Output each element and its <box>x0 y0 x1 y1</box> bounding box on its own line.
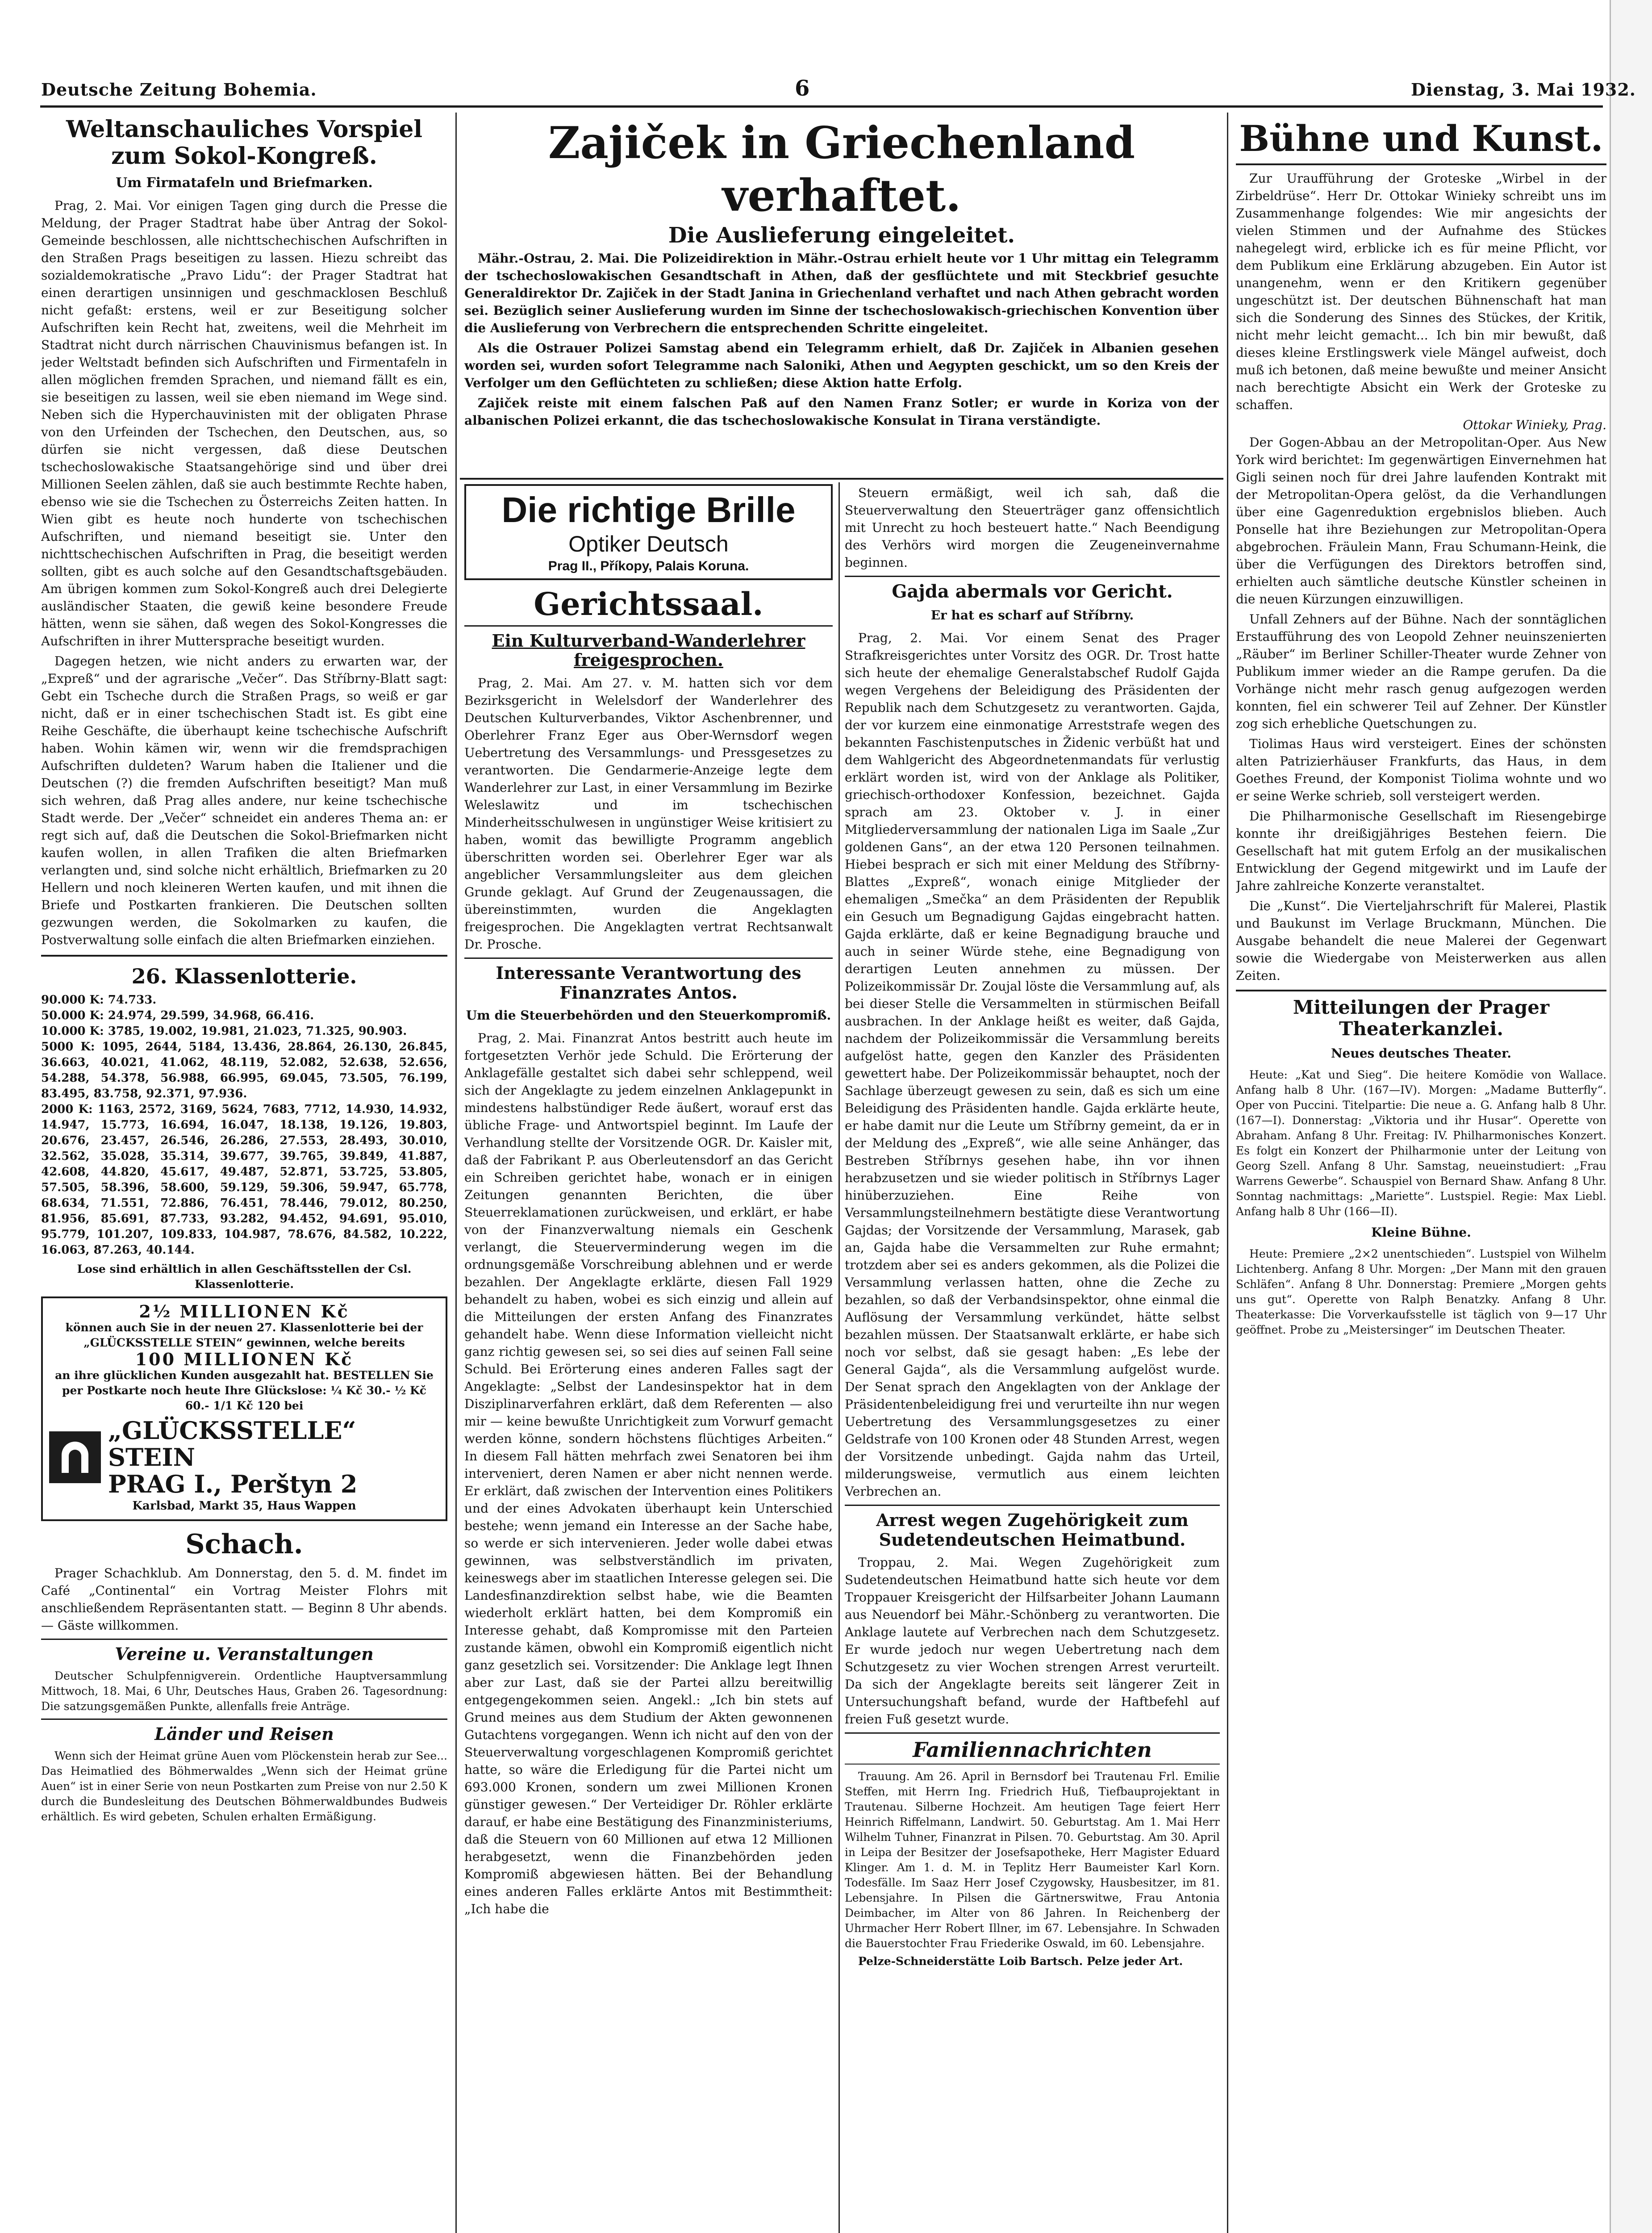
ad-optiker-address: Prag II., Příkopy, Palais Koruna. <box>548 559 749 573</box>
article-gajda: Prag, 2. Mai. Vor einem Senat des Prager Strafkreisgerichtes unter Vorsitz des OGR. Dr. Trost hatte sich heute der ehemalige Generalstabschef Rudolf Gajda wegen Vergehens der Beleidigung des Präsidenten der Republik nach dem Schutzgesetz zu verantworten. Gajda, der vor kurzem eine einmonatige Arreststrafe wegen des bekannten Faschistenputsches in Židenic verbüßt hat und dem Wahlgericht des Abgeordnetenmandats für verlustig erklärt worden ist, wird von der Anklage als Politiker, griechisch-orthodoxer Konfession, bezeichnet. Gajda sprach am 23. Oktober v. J. in einer Mitgliederversammlung der nationalen Liga im Saale „Zur goldenen Gans“, an der etwa 120 Personen teilnahmen. Hiebei besprach er sich mit einer Meldung des Stříbrny-Blattes „Expreß“, wonach einige Mitglieder der ehemaligen „Smečka“ an dem Präsidenten der Republik ein Gesuch um Begnadigung Gajdas eingebracht hatten. Gajda erklärte, daß er keine Begnadigung brauche und auch in seiner Würde stehe, eine Begnadigung von derartigen Leuten annehmen zu müssen. Der Polizeikommissär Dr. Zoujal löste die Versammlung auf, als bei dieser Stelle die Versammelten in stürmischen Beifall ausbrachen. In der Anklage heißt es weiter, daß Gajda, nachdem der Polizeikommissär die Versammlung bereits aufgelöst hatte, gegen den Kanzler des Präsidenten gewettert habe. Der Polizeikommissär behauptet, noch der Sachlage überzeugt gewesen zu sein, daß es sich um eine Beleidigung des Präsidenten handle. Gajda erklärte heute, er habe damit nur die Leute um Stříbrny gemeint, da er in der Meldung des „Expreß“, wie alle seine Anhänger, das Bestreben Stříbrnys gesehen habe, ihn vor ihnen herabzusetzen und sie wieder politisch in Stříbrnys Lager hinüberzuziehen. Eine Reihe von Versammlungsteilnehmern bestätigte diese Verantwortung Gajdas; der Vorsitzende der Versammlung, Marasek, gab an, Gajda habe die Versammelten zur Ruhe ermahnt; trotzdem aber sei es anders gekommen, als die Polizei die Versammlung verlassen hatten, ohne die Zeche zu bezahlen, so daß der Verbandsinspektor, ohne einmal die Auflösung der Versammlung verkündet, hätte selbst bezahlen müssen. Der Staatsanwalt erklärte, er habe sich noch vor selbst, daß sie gesagt haben: „Es lebe der General Gajda“, als die Versammlung aufgelöst wurde. Der Senat sprach den Angeklagten von der Anklage der Präsidentenbeleidigung frei und verurteilte ihn nur wegen Uebertretung des Versammlungsgesetzes zu einer Geldstrafe von 100 Kronen oder 48 Stunden Arrest, wegen der Vorsitzende unbedingt. Gajda nahm das Urteil, milderungsweise, vermutlich aus einem leichten Verbrechen an. <box>845 631 1220 1499</box>
ad-millions-2: 100 MILLIONEN Kč <box>135 1349 354 1370</box>
divider <box>845 1732 1220 1734</box>
center-left-column <box>464 484 833 2233</box>
headline-arrest: Arrest wegen Zugehörigkeit zum Sudetendeutschen Heimatbund. <box>876 1510 1189 1550</box>
headline-vereine: Vereine u. Veranstaltungen <box>115 1644 374 1664</box>
article-philharmonie: Die Philharmonische Gesellschaft im Riesengebirge konnte ihr dreißigjähriges Bestehen feiern. Die Gesellschaft hat mit gutem Erfolg an der musikalischen Entwicklung der Gegend mitgewirkt und im Laufe der Jahre zahlreiche Konzerte veranstaltet. <box>1236 809 1606 893</box>
horseshoe-logo-icon <box>48 1430 102 1484</box>
article-sokol-p1: Prag, 2. Mai. Vor einigen Tagen ging durch die Presse die Meldung, der Prager Stadtrat habe über Antrag der Sokol-Gemeinde beschlossen, alle nichttschechischen Aufschriften in den Straßen Prags beseitigen zu lassen. Hiezu schreibt das sozialdemokratische „Pravo Lidu“: der Prager Stadtrat hat einen derartigen unsinnigen und geschmacklosen Beschluß nicht gefaßt: erstens, weil er zur Beseitigung solcher Aufschriften kein Recht hat, zweitens, weil die Mehrheit im Stadtrat nicht durch närrischen Chauvinismus befangen ist. In jeder Weltstadt befinden sich Aufschriften und Firmentafeln in allen möglichen fremden Sprachen, und niemand fällt es ein, sie beseitigen zu lassen, weil sie eben niemand im Wege sind. Neben sich die Hyperchauvinisten mit der obligaten Phrase von den Urfeinden der Tschechen, den Deutschen, aus, so dürfen sie nicht vergessen, daß diese Deutschen tschechoslowakische Staatsangehörige sind und über drei Millionen Seelen zählen, daß sie auch bestimmte Rechte haben, ebenso wie sie die Tschechen zu Österreichs Zeiten hatten. In Wien gibt es heute noch hunderte von tschechischen Aufschriften, und niemand beseitigt sie. Unter den nichttschechischen Aufschriften in Prag, die beseitigt werden sollten, gibt es auch solche auf den Gesandtschaftsgebäuden. Am übrigen kommen zum Sokol-Kongreß auch drei Delegierte ausländischer Staaten, die gewiß keine besondere Freude hätten, wenn sie sähen, daß wegen des Sokol-Kongresses die Aufschriften in ihrer Muttersprache beseitigt wurden. <box>41 198 447 648</box>
headline-lottery: 26. Klassenlotterie. <box>131 964 357 988</box>
headline-gerichtssaal: Gerichtssaal. <box>464 586 833 627</box>
article-kunst: Die „Kunst“. Die Vierteljahrschrift für Malerei, Plastik und Baukunst im Verlage Bruckmann, München. Die Ausgabe behandelt die neue Malerei der Gegenwart sowie die Wiedergabe von Meisterwerken aus allen Zeiten. <box>1236 899 1606 983</box>
article-kleine-buehne: Heute: Premiere „2×2 unentschieden“. Lustspiel von Wilhelm Lichtenberg. Anfang 8 Uhr. Morgen: „Der Mann mit den grauen Schläfen“. Anfang 8 Uhr. Donnerstag: Premiere „Morgen gehts uns gut“. Operette von Ralph Benatzky. Anfang 8 Uhr. Theaterkasse: Die Vorverkaufsstelle ist täglich von 9—17 Uhr geöffnet. Probe zu „Meistersinger“ im Deutschen Theater. <box>1236 1247 1606 1336</box>
lottery-line: 2000 K: 1163, 2572, 3169, 5624, 7683, 7712, 14.930, 14.932, 14.947, 15.773, 16.694, 16.047, 18.138, 19.126, 19.803, 20.676, 23.457, 26.546, 26.286, 27.553, 28.493, 30.010, 32.562, 35.028, 35.314, 39.677, 39.765, 39.849, 41.887, 42.608, 44.820, 45.617, 49.487, 52.871, 53.725, 53.805, 57.505, 58.396, 58.600, 59.129, 59.306, 59.947, 65.778, 68.634, 71.551, 72.886, 76.451, 78.446, 79.012, 80.250, 81.956, 85.691, 87.733, 93.282, 94.452, 94.691, 95.010, 95.779, 101.207, 109.833, 104.987, 78.676, 84.582, 10.222, 16.063, 87.263, 40.144. <box>41 1103 447 1257</box>
divider <box>845 576 1220 577</box>
headline-laender: Länder und Reisen <box>154 1724 334 1744</box>
ad-optiker <box>464 484 833 580</box>
headline-finanzrat: Interessante Verantwortung des Finanzrates Antos. <box>496 962 801 1003</box>
article-zajicek-p1: Mähr.-Ostrau, 2. Mai. Die Polizeidirektion in Mähr.-Ostrau erhielt heute vor 1 Uhr mittag ein Telegramm der tschechoslowakischen Gesandtschaft in Athen, daß der gesflüchtete und mit Steckbrief gesuchte Generaldirektor Dr. Zajiček in der Stadt Janina in Griechenland verhaftet und nach Athen gebracht worden sei. Bezüglich seiner Auslieferung wurden im Sinne der tschechoslowakisch-griechischen Konvention über die Auslieferung von Verbrechern die entsprechenden Schritte eingeleitet. <box>464 251 1219 335</box>
headline-chess: Schach. <box>185 1529 303 1560</box>
headline-gajda: Gajda abermals vor Gericht. <box>892 581 1173 602</box>
headline-zajicek: Zajiček in Griechenland verhaftet. <box>548 117 1135 222</box>
scan-edge <box>1610 0 1652 2233</box>
column-rule-2 <box>1227 113 1228 2233</box>
lottery-note: Lose sind erhältlich in allen Geschäftsstellen der Csl. Klassenlotterie. <box>77 1263 412 1291</box>
article-vereine: Deutscher Schulpfennigverein. Ordentliche Hauptversammlung Mittwoch, 18. Mai, 6 Uhr, Deutsches Haus, Graben 26. Tagesordnung: Die satzungsgemäßen Punkte, allenfalls freie Anträge. <box>41 1669 447 1713</box>
ad-text-2: an ihre glücklichen Kunden ausgezahlt hat. BESTELLEN Sie per Postkarte noch heute Ihre Glückslose: ¼ Kč 30.- ½ Kč 60.- 1/1 Kč 120 bei <box>55 1369 434 1413</box>
right-column <box>1236 117 1606 2233</box>
headline-theaterkanzlei: Mitteilungen der Prager Theaterkanzlei. <box>1293 996 1550 1040</box>
article-signature: Ottokar Winieky, Prag. <box>1463 418 1606 432</box>
page-number: 6 <box>795 76 810 101</box>
article-sokol-p2: Dagegen hetzen, wie nicht anders zu erwarten war, der „Expreß“ und der agrarische „Večer“. Das Stříbrny-Blatt sagt: Gebt ein Tscheche durch die Straßen Prags, so weiß er gar nicht, daß er in einer tschechischen Stadt ist. Es gibt eine Reihe Geschäfte, die überhaupt keine tschechische Aufschrift haben. Wohin kämen wir, wenn wir die fremdsprachigen Aufschriften duldeten? Warum haben die Italiener und die Deutschen (?) die fremden Aufschriften beseitigt? Man muß sich wehren, daß Prag alles andere, nur keine tschechische Stadt werde. Der „Večer“ schneidet ein anderes Thema an: er regt sich auf, daß die Deutschen die Sokol-Briefmarken nicht kaufen wollen, in allen Trafiken die alten Briefmarken verlangten und, sind solche nicht erhältlich, Briefmarken zu 20 Hellern und noch kleineren Werten kaufen, und mit ihnen die Briefe und Postkarten frankieren. Die Deutschen sollten gezwungen werden, die Sokolmarken zu kaufen, die Postverwaltung solle einfach die alten Briefmarken einziehen. <box>41 653 447 947</box>
divider <box>464 958 833 959</box>
article-familien: Trauung. Am 26. April in Bernsdorf bei Trautenau Frl. Emilie Steffen, mit Herrn Ing. Friedrich Huß, Tiefbauprojektant in Trautenau. Silberne Hochzeit. Am heutigen Tage feiert Herr Heinrich Riffelmann, Landwirt. 50. Geburtstag. Am 1. Mai Herr Wilhelm Tuhner, Finanzrat in Pilsen. 70. Geburtstag. Am 30. April in Leipa der Besitzer der Josefsapotheke, Herr Magister Eduard Klinger. Am 1. d. M. in Teplitz Herr Baumeister Karl Korn. Todesfälle. Im Saaz Herr Josef Czygowsky, Hausbesitzer, im 81. Lebensjahre. In Pilsen die Gärtnerswitwe, Frau Antonia Deimbacher, im Alter von 86 Jahren. In Reichenberg der Uhrmacher Herr Robert Illner, im 67. Lebensjahre. In Schwaden die Bauerstochter Frau Friederike Oswald, im 60. Lebensjahre. <box>845 1770 1220 1950</box>
headline-sokol: Weltanschauliches Vorspiel zum Sokol-Kongreß. <box>66 116 423 170</box>
center-right-column <box>845 484 1220 2233</box>
subhead-gajda: Er hat es scharf auf Stříbrny. <box>930 608 1134 623</box>
article-zajicek-p3: Zajiček reiste mit einem falschen Paß auf den Namen Franz Sotler; er wurde in Koriza von der albanischen Polizei erkannt, die das tschechoslowakische Konsulat in Tirana verständigte. <box>464 396 1219 428</box>
ad-text-1: können auch Sie in der neuen 27. Klassenlotterie bei der „GLÜCKSSTELLE STEIN“ gewinnen, welche bereits <box>65 1321 423 1350</box>
column-rule-1 <box>455 113 457 2233</box>
headline-kulturverband: Ein Kulturverband-Wanderlehrer freigesprochen. <box>492 630 805 670</box>
lottery-line: 10.000 K: 3785, 19.002, 19.981, 21.023, 71.325, 90.903. <box>41 1025 407 1038</box>
article-finanzrat-cont: Steuern ermäßigt, weil ich sah, daß die Steuerverwaltung den Steuerträger ganz offensichtlich mit Unrecht zu hoch besteuert hatte.“ Nach Beendigung des Verhörs wird morgen die Zeugeneinvernahme beginnen. <box>845 485 1220 570</box>
header-rule <box>40 105 1603 108</box>
ad-brand: „GLÜCKSSTELLE“ STEIN <box>108 1416 356 1472</box>
article-chess: Prager Schachklub. Am Donnerstag, den 5. d. M. findet im Café „Continental“ ein Vortrag Meister Flohrs mit anschließendem Repräsentanten statt. — Beginn 8 Uhr abends. — Gäste willkommen. <box>41 1566 447 1633</box>
article-theater: Heute: „Kat und Sieg“. Die heitere Komödie von Wallace. Anfang halb 8 Uhr. (167—IV). Morgen: „Madame Butterfly“. Oper von Puccini. Titelpartie: Die neue a. G. Anfang halb 8 Uhr. (167—I). Donnerstag: „Viktoria und ihr Husar“. Operette von Abraham. Anfang 8 Uhr. Freitag: IV. Philharmonisches Konzert. Es folgt ein Konzert der Philharmonie unter der Leitung von Georg Szell. Anfang 8 Uhr. Samstag, neueinstudiert: „Frau Warrens Gewerbe“. Schauspiel von Bernard Shaw. Anfang 8 Uhr. Sonntag nachmittags: „Mariette“. Lustspiel. Regie: Max Liebl. Anfang halb 8 Uhr (166—II). <box>1236 1068 1606 1218</box>
subhead-theater: Neues deutsches Theater. <box>1331 1045 1512 1061</box>
divider <box>41 1719 447 1720</box>
article-uraufführung: Zur Uraufführung der Groteske „Wirbel in der Zirbeldrüse“. Herr Dr. Ottokar Winieky schreibt uns im Zusammenhange folgendes: Wie mir angesichts der vielen Stimmen und der Aufnahme des Stückes nahegelegt wird, erblicke ich es für meine Pflicht, vor dem Publikum eine Erklärung abzugeben. Ein Autor ist unangenehm, wenn er den Kritikern gegenüber ungeschützt ist. Der deutschen Bühnenschaft hat man sich die Sonderung des Sinnes des Stückes, der Kritik, nicht mehr leicht gemacht... Ich bin mir bewußt, daß dieses kleine Erstlingswerk viele Mängel aufweist, doch muß ich betonen, daß meine bewußte und meiner Ansicht nach berechtigte Absicht ein Werk der Groteske zu schaffen. <box>1236 171 1606 412</box>
lottery-line: 90.000 K: 74.733. <box>41 993 157 1007</box>
divider <box>1236 990 1606 991</box>
article-kulturverband: Prag, 2. Mai. Am 27. v. M. hatten sich vor dem Bezirksgericht in Welelsdorf der Wanderlehrer des Deutschen Kulturverbandes, Viktor Aschenbrenner, und Oberlehrer Franz Eger aus Ober-Wernsdorf wegen Uebertretung des Versammlungs- und Pressgesetzes zu verantworten. Die Gendarmerie-Anzeige legte dem Wanderlehrer zur Last, in einer Versammlung im Bezirke Weleslawitz und im tschechischen Minderheitsschulwesen in ungünstiger Weise kritisiert zu haben, womit das bewilligte Programm angeblich überschritten worden sei. Oberlehrer Eger war als angeblicher Versammlungsleiter aus dem gleichen Grunde geklagt. Auf Grund der Zeugenaussagen, die übereinstimmten, wurden die Angeklagten freigesprochen. Die Angeklagten vertrat Rechtsanwalt Dr. Prosche. <box>464 675 833 952</box>
ad-address-2: Karlsbad, Markt 35, Haus Wappen <box>132 1499 356 1513</box>
divider <box>845 1505 1220 1506</box>
subhead-kleine-buehne: Kleine Bühne. <box>1371 1225 1471 1240</box>
article-zehner: Unfall Zehners auf der Bühne. Nach der sonntäglichen Erstaufführung des von Leopold Zehner neuinszenierten „Räuber“ im Berliner Schiller-Theater wurde Zehner von Publikum immer wieder an die Rampe gerufen. Da die Vorhänge nicht mehr rasch genug aufgezogen werden konnten, fiel ein schwerer Teil auf Zehner. Der Künstler zog sich erhebliche Quetschungen zu. <box>1236 612 1606 731</box>
article-laender: Wenn sich der Heimat grüne Auen vom Plöckenstein herab zur See... Das Heimatlied des Böhmerwaldes „Wenn sich der Heimat grüne Auen“ ist in einer Serie von neun Postkarten zum Preise von nur 2.50 K durch die Bundesleitung des Deutschen Böhmerwaldbundes Budweis erhältlich. Es wird gebeten, Schulen erhalten Ermäßigung. <box>41 1749 447 1823</box>
subhead-zajicek: Die Auslieferung eingeleitet. <box>668 223 1015 248</box>
header-right: Dienstag, 3. Mai 1932. <box>1411 79 1636 100</box>
ad-pelze: Pelze-Schneiderstätte Loib Bartsch. Pelze jeder Art. <box>858 1955 1183 1968</box>
ad-gluecksstelle <box>41 1296 447 1521</box>
subhead-finanzrat: Um die Steuerbehörden und den Steuerkompromiß. <box>466 1008 831 1023</box>
article-finanzrat: Prag, 2. Mai. Finanzrat Antos bestritt auch heute im fortgesetzten Verhör jede Schuld. Die Erörterung der Anklagefälle gestaltet sich dabei sehr schleppend, weil sich der Angeklagte zu jedem einzelnen Anklagepunkt in mindestens halbstündiger Rede äußert, worauf erst das übliche Frage- und Antwortspiel beginnt. Im Laufe der Verhandlung stellte der Vorsitzende OGR. Dr. Kaisler mit, daß der Fabrikant P. aus Oberleutensdorf an das Gericht ein Schreiben gerichtet habe, wonach er in einigen Zeitungen genannten Berichten, die über Steuerreklamationen zurückweisen, und erklärt, er habe von der Finanzverwaltung niemals ein Geschenk verlangt, die Steuerverminderung wegen im die ordnungsgemäße Vorschreibung ablehnen und er werde bezahlen. Der Angeklagte erklärte, diesen Fall 1929 behandelt zu haben, wobei es sich einzig und allein auf die Mitteilungen der ersten Anfang des Finanzrates gehandelt habe. Wenn diese Information vielleicht nicht ganz richtig gewesen sei, so sei dies auf seinen Fall seine Schuld. Bei Erörterung eines anderen Falles sagt der Angeklagte: „Selbst der Landesinspektor hat in dem Disziplinarverfahren erklärt, daß dem Referenten — also mir — keine bewußte Unrichtigkeit zum Vorwurf gemacht werden könne, sondern höchstens flüchtiges Arbeiten.“ In diesem Fall hätten mehrfach zwei Senatoren bei ihm interveniert, deren Namen er aber nicht nennen werde. Er erklärt, daß zwischen der Intervention eines Politikers und der eines Advokaten überhaupt kein Unterschied bestehe; wenn jemand ein Interesse an der Sache habe, so werde er sich intervenieren. Jeder wolle dabei etwas gewinnen, was selbstverständlich im privaten, keineswegs aber im staatlichen Interesse gelegen sei. Die Landesfinanzdirektion selbst habe, wie die Beamten wiederholt erklärt hatten, bei dem Kompromiß ein Interesse gehabt, daß Kompromisse mit den Parteien zustande kämen, obwohl ein Kompromiß eigentlich nicht ganz gesetzlich sei. Vorsitzender: Die Anklage legt Ihnen aber zur Last, daß sie der Partei allzu bereitwillig entgegengekommen seien. Angekl.: „Ich bin stets auf Grund meines aus dem Studium der Akten gewonnenen Gutachtens vorgegangen. Wenn ich nicht auf den von der Steuerverwaltung vorgeschlagenen Kompromiß gerichtet hatte, so wäre die Erledigung für die Partei nicht um 693.000 Kronen, sondern um zwei Millionen Kronen günstiger gewesen.“ Der Verteidiger Dr. Röhler erklärte darauf, er habe eine Bestätigung des Finanzministeriums, daß die Steuern von 60 Millionen auf etwa 12 Millionen herabgesetzt, wenn die Finanzbehörden jeden Kompromiß abgewiesen hätten. Bei der Behandlung eines anderen Falles erklärte Antos mit Bestimmtheit: „Ich habe die <box>464 1031 833 1917</box>
left-column <box>41 116 447 2233</box>
subhead-sokol: Um Firmatafeln und Briefmarken. <box>116 175 373 191</box>
ad-optiker-name: Optiker Deutsch <box>568 531 729 556</box>
divider <box>41 955 447 957</box>
column-rule-center <box>839 482 840 2233</box>
ad-millions-1: 2½ MILLIONEN Kč <box>139 1301 350 1322</box>
lottery-line: 50.000 K: 24.974, 29.599, 34.968, 66.416. <box>41 1009 314 1023</box>
lottery-results <box>41 992 447 1258</box>
center-top-rule <box>460 478 1223 480</box>
header-left: Deutsche Zeitung Bohemia. <box>41 79 317 100</box>
center-top-article <box>464 117 1219 474</box>
headline-buehne: Bühne und Kunst. <box>1236 117 1606 165</box>
article-tiolima: Tiolimas Haus wird versteigert. Eines der schönsten alten Patrizierhäuser Frankfurts, das Haus, in dem Goethes Freund, der Komponist Tiolima wohnte und wo er seine Werke schrieb, soll versteigert werden. <box>1236 736 1606 803</box>
article-arrest: Troppau, 2. Mai. Wegen Zugehörigkeit zum Sudetendeutschen Heimatbund hatte sich heute vor dem Troppauer Kreisgericht der Hilfsarbeiter Johann Laumann aus Neuendorf bei Mähr.-Schönberg zu verantworten. Die Anklage lautete auf Verbrechen nach dem Schutzgesetz. Er wurde jedoch nur wegen Uebertretung nach dem Schutzgesetz zu vier Wochen strengen Arrest verurteilt. Da sich der Angeklagte bereits seit längerer Zeit in Untersuchungshaft befand, wurde der Haftbefehl auf freien Fuß gesetzt wurde. <box>845 1555 1220 1727</box>
ad-brille: Die richtige Brille <box>501 490 796 530</box>
lottery-line: 5000 K: 1095, 2644, 5184, 13.436, 28.864, 26.130, 26.845, 36.663, 40.021, 41.062, 48.119, 52.082, 52.638, 52.656, 54.288, 54.378, 56.988, 66.995, 69.045, 73.505, 76.199, 83.495, 83.758, 92.371, 97.936. <box>41 1040 447 1101</box>
headline-familien: Familiennachrichten <box>845 1738 1220 1765</box>
divider <box>41 1639 447 1640</box>
article-metropolitan: Der Gogen-Abbau an der Metropolitan-Oper. Aus New York wird berichtet: Im gegenwärtigen Einvernehmen hat Gigli seinen noch für drei Jahre laufenden Kontrakt mit der Metropolitan-Opera gelöst, da die Verhandlungen über eine Gagenreduktion ergebnislos blieben. Auch Ponselle hat ihre Beziehungen zur Metropolitan-Opera abgebrochen. Fräulein Mann, Frau Schumann-Heink, die über die Verfügungen des Direktors betroffen sind, erhielten auch sämtliche deutsche Künstler scheinen in die neuen Kürzungen einzuwilligen. <box>1236 435 1606 606</box>
ad-address: PRAG I., Perštyn 2 <box>108 1470 358 1499</box>
article-zajicek-p2: Als die Ostrauer Polizei Samstag abend ein Telegramm erhielt, daß Dr. Zajiček in Albanien gesehen worden sei, wurden sofort Telegramme nach Saloniki, Athen und Aegypten geschickt, um so den Kreis der Verfolger um den Geflüchteten zu schließen; diese Aktion hatte Erfolg. <box>464 341 1219 390</box>
